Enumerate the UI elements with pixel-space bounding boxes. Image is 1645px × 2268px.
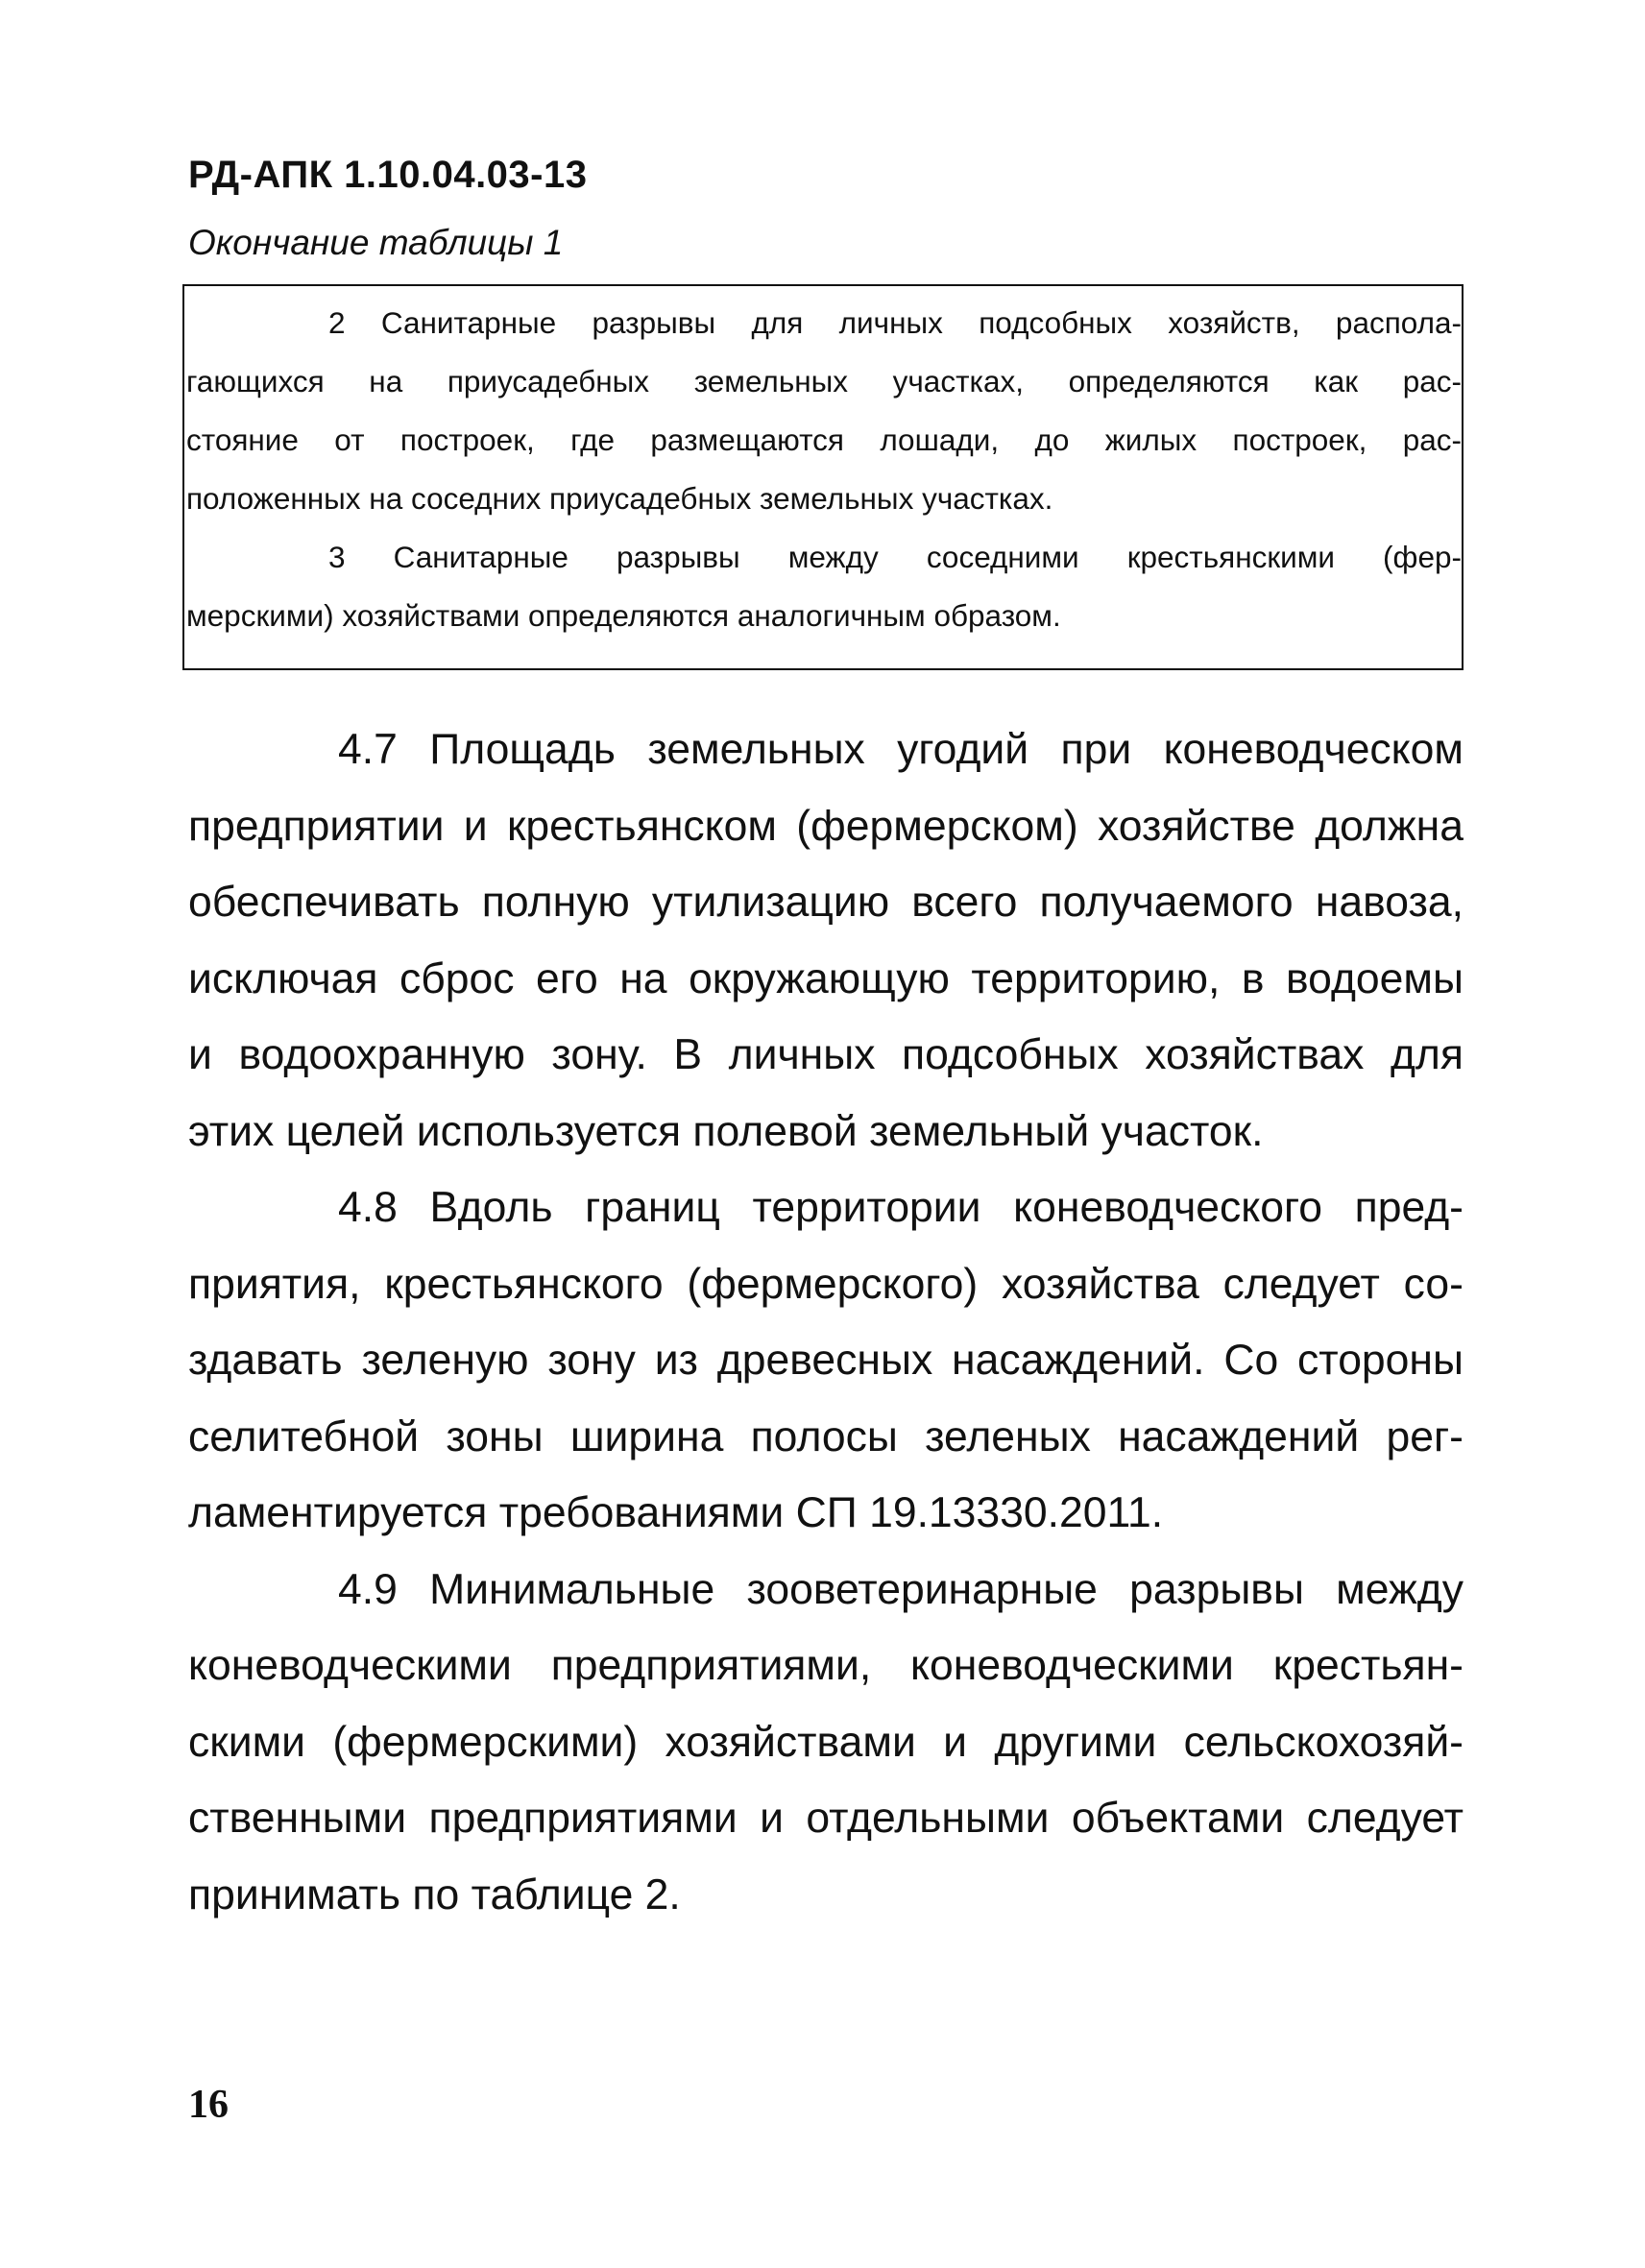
paragraph-line: 4.7 Площадь земельных угодий при коневодческом — [338, 726, 1464, 773]
note-line: положенных на соседних приусадебных земельных участках. — [186, 481, 1053, 516]
document-code: РД-АПК 1.10.04.03-13 — [188, 154, 588, 196]
paragraph-line: селитебной зоны ширина полосы зеленых насаждений рег- — [188, 1412, 1464, 1460]
paragraph-line: ламентируется требованиями СП 19.13330.2011. — [188, 1489, 1164, 1536]
paragraph-line: исключая сброс его на окружающую территорию, в водоемы — [188, 954, 1464, 1002]
paragraph-line: и водоохранную зону. В личных подсобных хозяйствах для — [188, 1031, 1464, 1078]
paragraph-line: 4.9 Минимальные зооветеринарные разрывы между — [338, 1565, 1464, 1613]
body-text — [188, 712, 1464, 1933]
paragraph-line: ственными предприятиями и отдельными объектами следует — [188, 1795, 1464, 1842]
paragraph-line: скими (фермерскими) хозяйствами и другими сельскохозяй- — [188, 1718, 1464, 1766]
note-line: мерскими) хозяйствами определяются аналогичным образом. — [186, 598, 1061, 633]
table-notes-box — [182, 284, 1464, 670]
paragraph-line: здавать зеленую зону из древесных насаждений. Со стороны — [188, 1337, 1464, 1384]
paragraph-line: принимать по таблице 2. — [188, 1870, 681, 1918]
note-line: 3 Санитарные разрывы между соседними крестьянскими (фер- — [328, 540, 1462, 574]
paragraph-line: предприятии и крестьянском (фермерском) хозяйстве должна — [188, 802, 1464, 850]
paragraph-line: приятия, крестьянского (фермерского) хозяйства следует со- — [188, 1260, 1464, 1308]
paragraph-line: 4.8 Вдоль границ территории коневодческого пред- — [338, 1184, 1464, 1231]
note-line: гающихся на приусадебных земельных участках, определяются как рас- — [186, 364, 1462, 398]
paragraph-4-8 — [188, 1170, 1464, 1552]
table-caption: Окончание таблицы 1 — [188, 223, 564, 262]
paragraph-line: коневодческими предприятиями, коневодческими крестьян- — [188, 1642, 1464, 1689]
paragraph-4-9 — [188, 1552, 1464, 1934]
note-line: стояние от построек, где размещаются лошади, до жилых построек, рас- — [186, 422, 1462, 457]
paragraph-line: обеспечивать полную утилизацию всего получаемого навоза, — [188, 879, 1464, 926]
paragraph-4-7 — [188, 712, 1464, 1170]
paragraph-line: этих целей используется полевой земельный участок. — [188, 1107, 1264, 1155]
table-note-3 — [186, 528, 1462, 645]
table-note-2 — [186, 294, 1462, 528]
page-number: 16 — [188, 2083, 229, 2127]
note-line: 2 Санитарные разрывы для личных подсобных хозяйств, распола- — [328, 305, 1462, 340]
